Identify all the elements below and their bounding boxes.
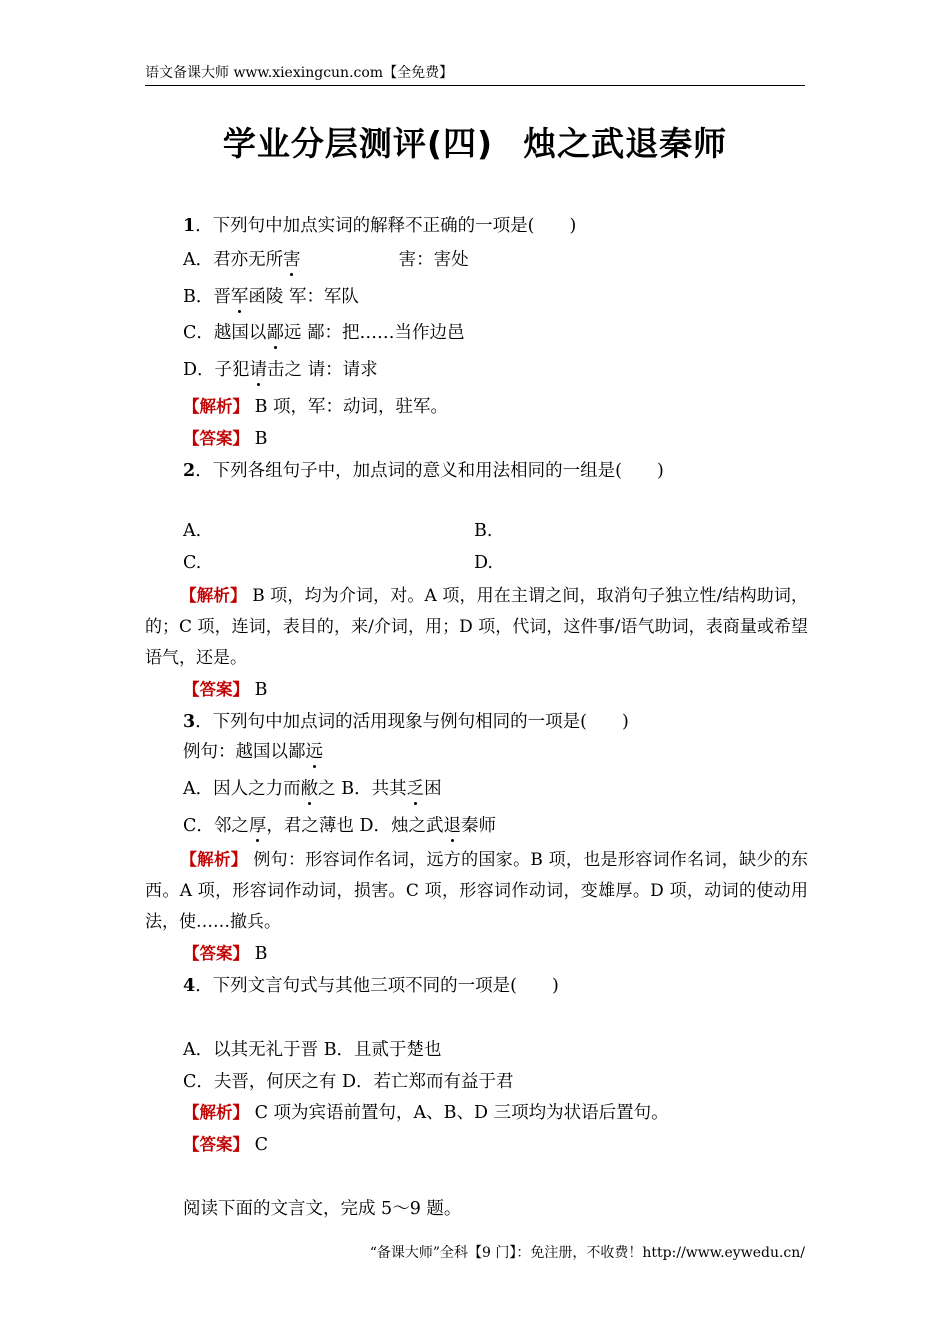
q3-options-cd: C．邻之厚，君之薄也 D．烛之武退秦师 <box>183 816 496 836</box>
title-part-2: 烛之武退秦师 <box>523 124 728 163</box>
page-title <box>0 118 950 165</box>
dotted-word: 退 <box>443 816 461 836</box>
dotted-word: 远 <box>305 742 323 762</box>
title-part-1: 学业分层测评(四) <box>222 124 494 163</box>
q1-option-c: C．越国以鄙远 鄙：把……当作边邑 <box>183 323 465 343</box>
q3-options-ab: A．因人之力而敝之 B．共其乏困 <box>183 779 442 799</box>
q4-options-cd: C．夫晋，何厌之有 D．若亡郑而有益于君 <box>183 1072 514 1092</box>
q2-analysis: 【解析】 B 项，均为介词，对。A 项，用在主谓之间，取消句子独立性/结构助词，的；C 项，连词，表目的，来/介词，用；D 项，代词，这件事/语气助词，表商量或希望语气，还是。 <box>145 586 809 668</box>
q3-answer: 【答案】 B <box>183 944 268 964</box>
q2-option-b: B. <box>474 521 493 541</box>
q2-stem: 2．下列各组句子中，加点词的意义和用法相同的一组是( ) <box>183 461 664 481</box>
page-header: 语文备课大师 www.xiexingcun.com【全免费】 <box>145 65 454 81</box>
dotted-word: 厚 <box>248 816 267 836</box>
page-footer: “备课大师”全科【9 门】：免注册，不收费！http://www.eywedu.cn/ <box>369 1245 805 1261</box>
q1-option-d: D．子犯请击之 请：请求 <box>183 360 378 380</box>
dotted-word: 请 <box>249 360 268 380</box>
dotted-word: 敝 <box>300 779 319 799</box>
q2-option-a: A. <box>183 521 202 541</box>
q2-option-c: C. <box>183 553 202 573</box>
reading-instruction: 阅读下面的文言文，完成 5～9 题。 <box>183 1199 462 1219</box>
q4-analysis: 【解析】 C 项为宾语前置句，A、B、D 三项均为状语后置句。 <box>183 1103 669 1123</box>
q1-analysis: 【解析】 B 项，军：动词，驻军。 <box>183 397 449 417</box>
q3-example: 例句：越国以鄙远 <box>183 742 323 762</box>
header-divider <box>145 85 805 86</box>
dotted-word: 乏 <box>406 779 425 799</box>
dotted-word: 鄙 <box>266 323 284 343</box>
q1-stem: 1．下列句中加点实词的解释不正确的一项是( ) <box>183 216 577 236</box>
q1-option-a: A．君亦无所害 害：害处 <box>183 250 469 270</box>
q4-options-ab: A．以其无礼于晋 B．且贰于楚也 <box>183 1040 442 1060</box>
q4-answer: 【答案】 C <box>183 1135 268 1155</box>
q1-option-b: B．晋军函陵 军：军队 <box>183 287 359 307</box>
dotted-word: 军 <box>230 287 249 307</box>
q3-stem: 3．下列句中加点词的活用现象与例句相同的一项是( ) <box>183 712 629 732</box>
q1-answer: 【答案】 B <box>183 429 268 449</box>
q4-stem: 4．下列文言句式与其他三项不同的一项是( ) <box>183 976 559 996</box>
dotted-word: 害 <box>283 250 301 270</box>
q2-option-d: D. <box>474 553 493 573</box>
q3-analysis: 【解析】 例句：形容词作名词，远方的国家。B 项，也是形容词作名词，缺少的东西。A 项，形容词作动词，损害。C 项，形容词作动词，变雄厚。D 项，动词的使动用法，使……撤兵。 <box>145 850 809 932</box>
q2-answer: 【答案】 B <box>183 680 268 700</box>
